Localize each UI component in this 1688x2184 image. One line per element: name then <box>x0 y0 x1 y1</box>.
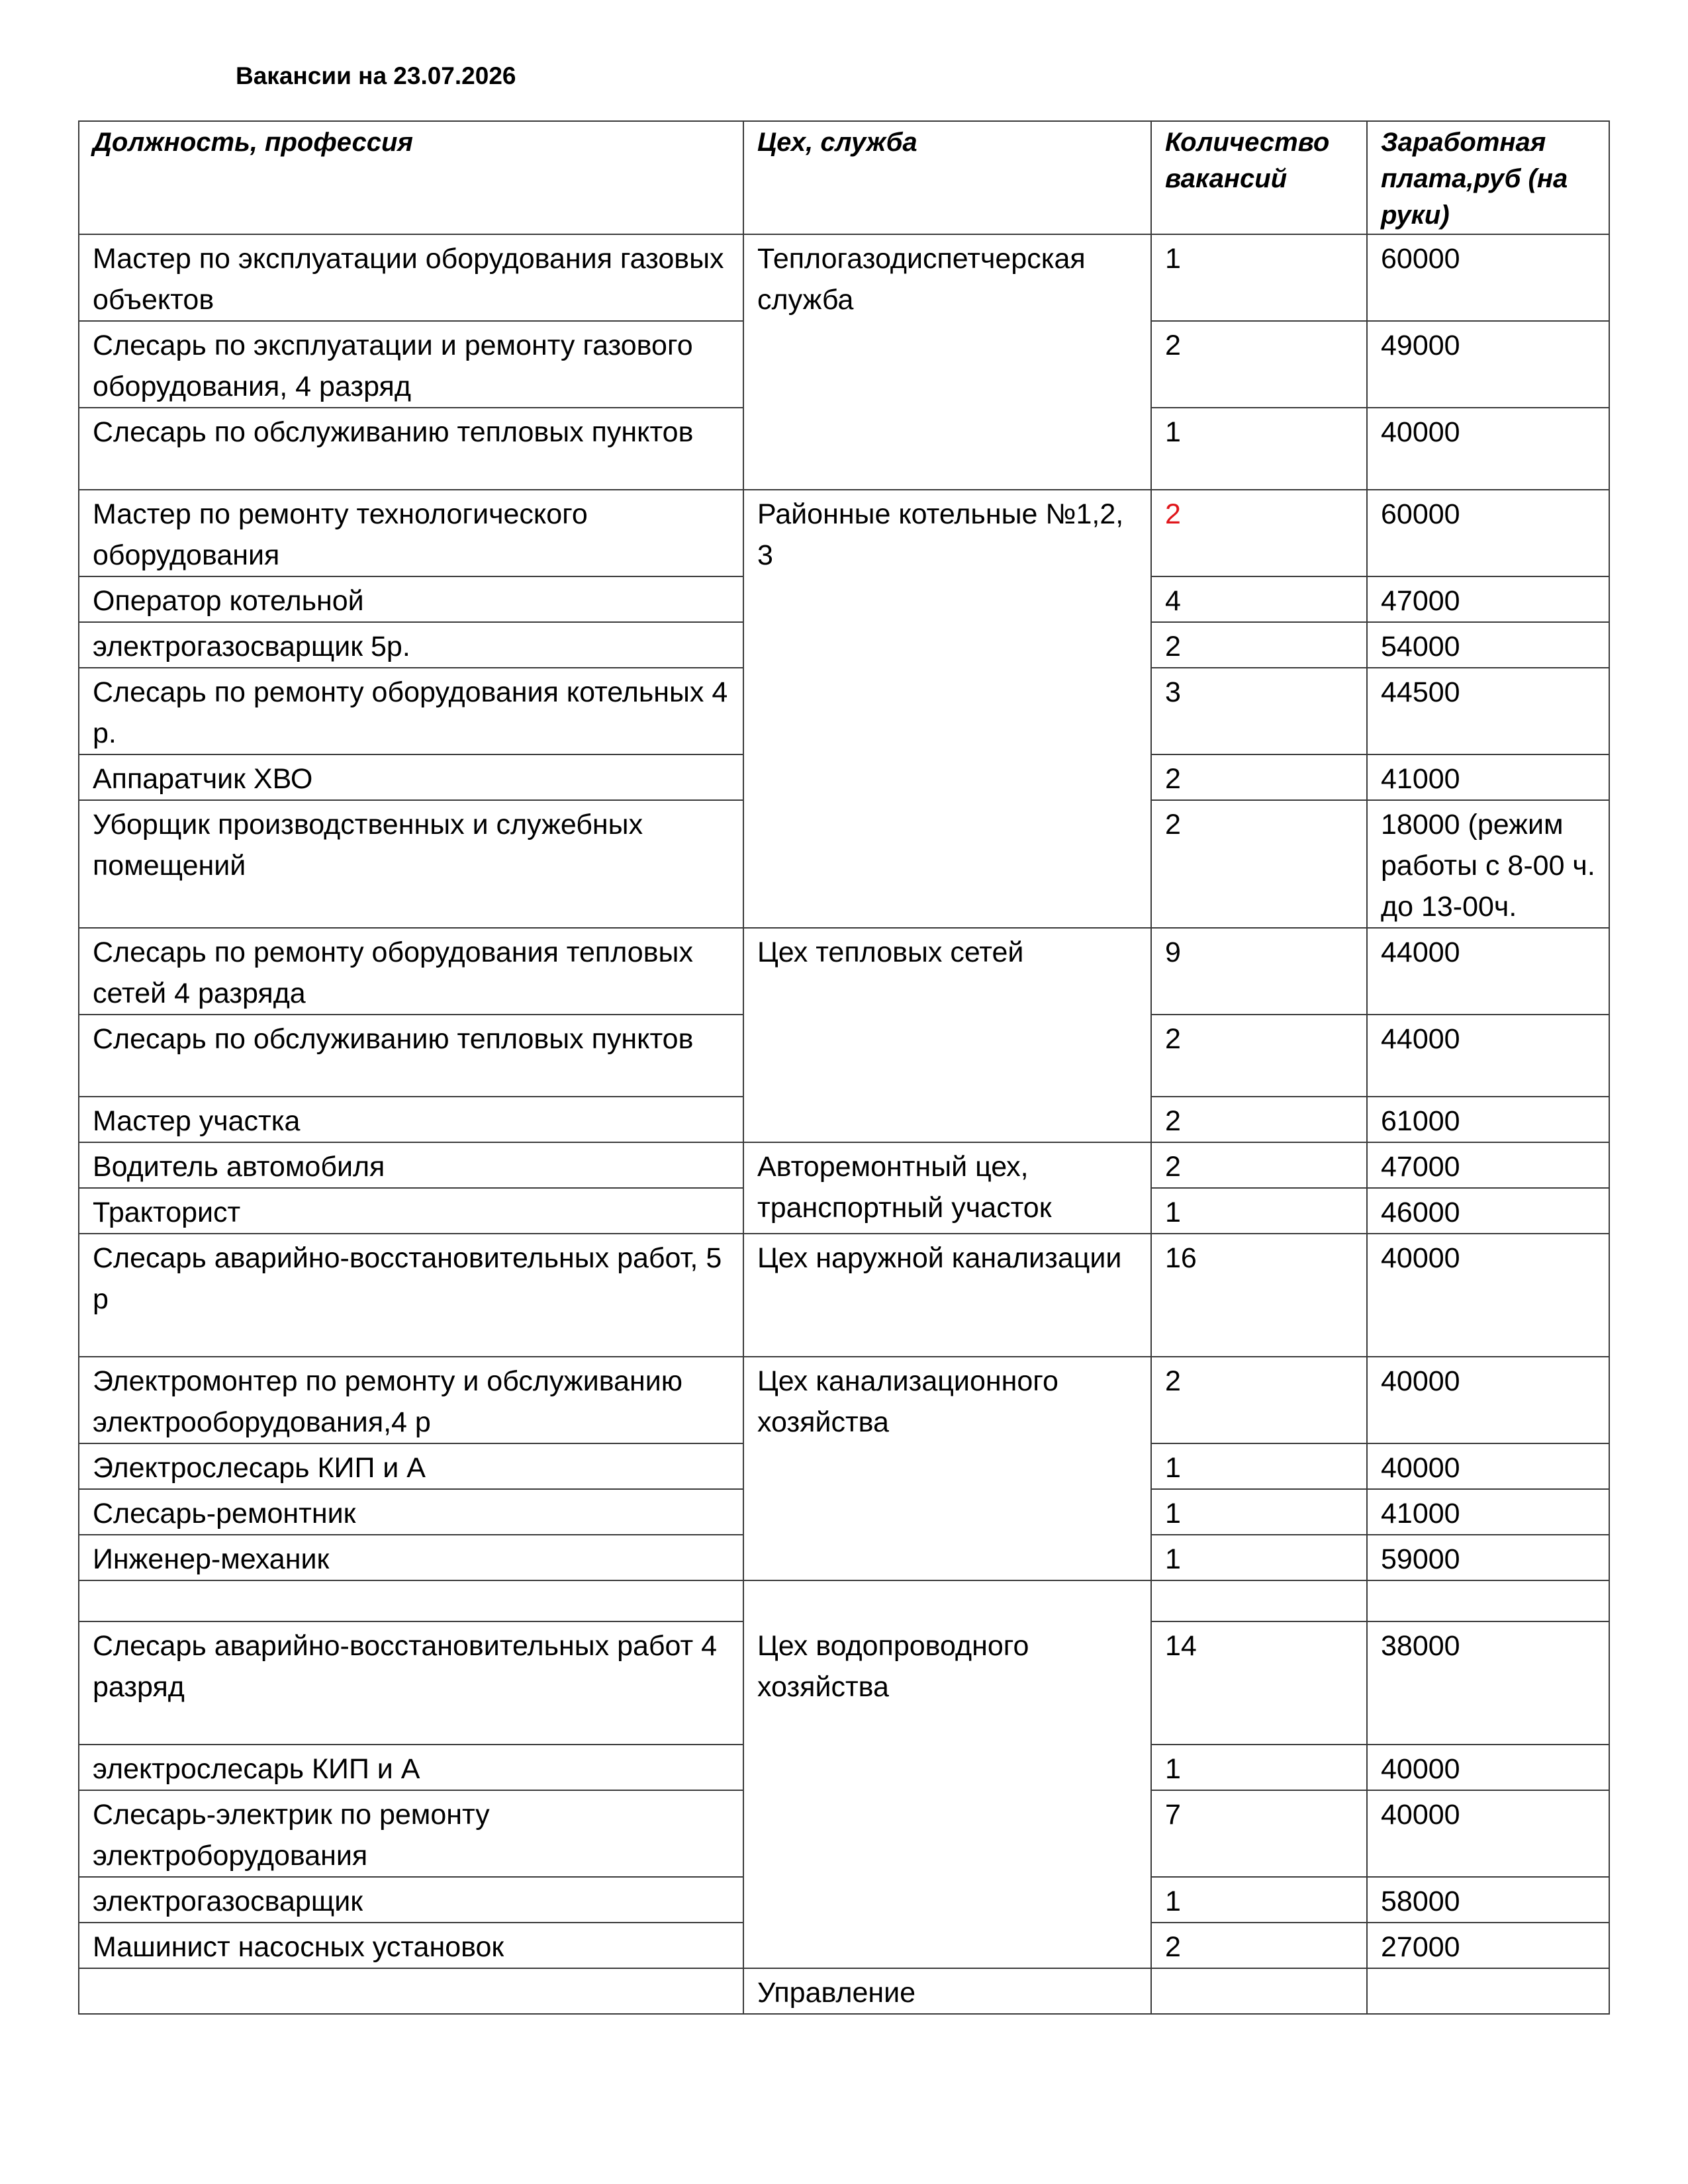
table-header-row <box>79 121 1609 234</box>
position-cell: Электрослесарь КИП и А <box>79 1443 743 1489</box>
salary-cell: 58000 <box>1367 1877 1609 1923</box>
position-cell: Слесарь по обслуживанию тепловых пунктов <box>79 408 743 490</box>
salary-cell: 41000 <box>1367 1489 1609 1535</box>
vacancies-table <box>78 120 1610 2015</box>
count-cell: 2 <box>1151 1923 1367 1968</box>
table-row <box>79 1234 1609 1357</box>
salary-cell: 40000 <box>1367 1443 1609 1489</box>
position-cell: Водитель автомобиля <box>79 1142 743 1188</box>
position-cell: Электромонтер по ремонту и обслуживанию электрооборудования,4 р <box>79 1357 743 1443</box>
position-cell: Мастер участка <box>79 1097 743 1142</box>
salary-cell: 46000 <box>1367 1188 1609 1234</box>
salary-cell: 60000 <box>1367 234 1609 321</box>
count-cell: 16 <box>1151 1234 1367 1357</box>
salary-cell: 38000 <box>1367 1621 1609 1745</box>
position-cell: Оператор котельной <box>79 576 743 622</box>
salary-cell: 61000 <box>1367 1097 1609 1142</box>
department-cell: Авторемонтный цех, транспортный участок <box>743 1142 1151 1234</box>
count-cell: 3 <box>1151 668 1367 754</box>
count-cell: 7 <box>1151 1790 1367 1877</box>
position-cell <box>79 1968 743 2014</box>
count-cell: 1 <box>1151 408 1367 490</box>
table-row <box>79 1968 1609 2014</box>
header-department: Цех, служба <box>743 121 1151 234</box>
salary-cell: 40000 <box>1367 1357 1609 1443</box>
header-count: Количество вакансий <box>1151 121 1367 234</box>
table-row <box>79 490 1609 576</box>
department-cell: Управление <box>743 1968 1151 2014</box>
salary-cell: 54000 <box>1367 622 1609 668</box>
salary-cell: 44000 <box>1367 928 1609 1015</box>
department-cell: Районные котельные №1,2, 3 <box>743 490 1151 928</box>
count-cell: 2 <box>1151 1015 1367 1097</box>
table-row <box>79 234 1609 321</box>
salary-cell <box>1367 1968 1609 2014</box>
salary-cell <box>1367 1580 1609 1621</box>
position-cell: Слесарь по эксплуатации и ремонту газового оборудования, 4 разряд <box>79 321 743 408</box>
position-cell: Уборщик производственных и служебных помещений <box>79 800 743 928</box>
count-cell: 1 <box>1151 1745 1367 1790</box>
header-salary: Заработная плата,руб (на руки) <box>1367 121 1609 234</box>
count-cell <box>1151 1580 1367 1621</box>
salary-cell: 27000 <box>1367 1923 1609 1968</box>
position-cell: Слесарь по ремонту оборудования тепловых сетей 4 разряда <box>79 928 743 1015</box>
count-cell: 1 <box>1151 1489 1367 1535</box>
position-cell: Слесарь по ремонту оборудования котельных 4 р. <box>79 668 743 754</box>
department-cell: Цех наружной канализации <box>743 1234 1151 1357</box>
salary-cell: 60000 <box>1367 490 1609 576</box>
table-row-empty <box>79 1580 1609 1621</box>
department-cell: Цех водопроводного хозяйства <box>743 1580 1151 1968</box>
count-cell: 2 <box>1151 800 1367 928</box>
position-cell: Мастер по эксплуатации оборудования газовых объектов <box>79 234 743 321</box>
position-cell: Слесарь-электрик по ремонту электроборудования <box>79 1790 743 1877</box>
department-cell: Цех тепловых сетей <box>743 928 1151 1142</box>
header-position: Должность, профессия <box>79 121 743 234</box>
salary-cell: 41000 <box>1367 754 1609 800</box>
position-cell: Слесарь-ремонтник <box>79 1489 743 1535</box>
count-cell: 2 <box>1151 321 1367 408</box>
salary-cell: 40000 <box>1367 408 1609 490</box>
salary-cell: 49000 <box>1367 321 1609 408</box>
count-cell: 2 <box>1151 622 1367 668</box>
salary-cell: 44500 <box>1367 668 1609 754</box>
department-cell: Цех канализационного хозяйства <box>743 1357 1151 1580</box>
table-row <box>79 928 1609 1015</box>
position-cell: Слесарь по обслуживанию тепловых пунктов <box>79 1015 743 1097</box>
salary-cell: 44000 <box>1367 1015 1609 1097</box>
table-row <box>79 1357 1609 1443</box>
salary-cell: 47000 <box>1367 576 1609 622</box>
salary-cell: 40000 <box>1367 1234 1609 1357</box>
position-cell: Машинист насосных установок <box>79 1923 743 1968</box>
department-cell: Теплогазодиспетчерская служба <box>743 234 1151 490</box>
count-cell: 14 <box>1151 1621 1367 1745</box>
count-cell: 4 <box>1151 576 1367 622</box>
position-cell: Слесарь аварийно-восстановительных работ 4 разряд <box>79 1621 743 1745</box>
position-cell: Мастер по ремонту технологического оборудования <box>79 490 743 576</box>
count-cell: 1 <box>1151 1188 1367 1234</box>
salary-cell: 18000 (режим работы с 8-00 ч. до 13-00ч. <box>1367 800 1609 928</box>
count-cell: 1 <box>1151 1443 1367 1489</box>
position-cell: электрогазосварщик <box>79 1877 743 1923</box>
position-cell: Аппаратчик ХВО <box>79 754 743 800</box>
position-cell <box>79 1580 743 1621</box>
position-cell: Тракторист <box>79 1188 743 1234</box>
count-cell: 1 <box>1151 1877 1367 1923</box>
count-cell: 9 <box>1151 928 1367 1015</box>
salary-cell: 40000 <box>1367 1790 1609 1877</box>
document-title: Вакансии на 23.07.2026 <box>236 62 516 89</box>
count-cell <box>1151 1968 1367 2014</box>
salary-cell: 47000 <box>1367 1142 1609 1188</box>
position-cell: электрогазосварщик 5р. <box>79 622 743 668</box>
position-cell: Слесарь аварийно-восстановительных работ, 5 р <box>79 1234 743 1357</box>
count-cell: 2 <box>1151 1097 1367 1142</box>
position-cell: электрослесарь КИП и А <box>79 1745 743 1790</box>
count-cell-highlighted: 2 <box>1151 490 1367 576</box>
count-cell: 1 <box>1151 234 1367 321</box>
position-cell: Инженер-механик <box>79 1535 743 1580</box>
salary-cell: 59000 <box>1367 1535 1609 1580</box>
salary-cell: 40000 <box>1367 1745 1609 1790</box>
count-cell: 2 <box>1151 1142 1367 1188</box>
count-cell: 1 <box>1151 1535 1367 1580</box>
count-cell: 2 <box>1151 754 1367 800</box>
table-row <box>79 1142 1609 1188</box>
count-cell: 2 <box>1151 1357 1367 1443</box>
